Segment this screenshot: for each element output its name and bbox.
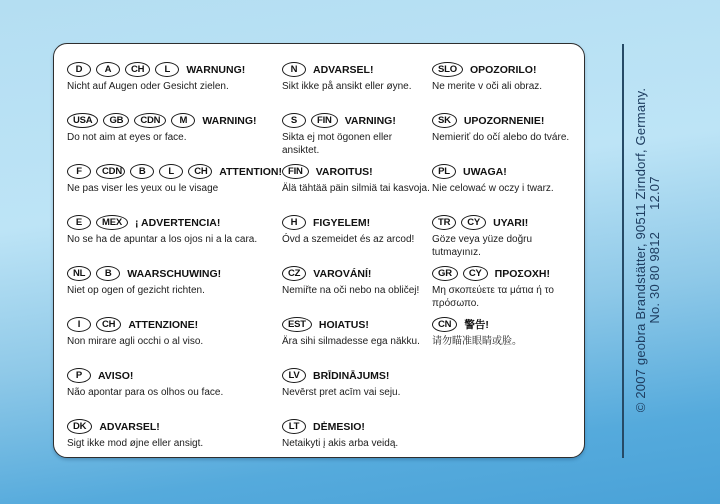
warning-column-3 <box>432 61 576 469</box>
warning-text: Nevērst pret acīm vai seju. <box>282 387 401 398</box>
warning-block <box>282 214 432 265</box>
warning-title: ΠΡΟΣΟΧΗ! <box>494 267 550 280</box>
warning-heading <box>67 61 282 78</box>
warning-block <box>67 163 282 214</box>
warning-column-1 <box>67 61 282 469</box>
country-code-badge: NL <box>67 266 91 281</box>
warning-heading <box>282 418 432 435</box>
country-code-badge: S <box>282 113 306 128</box>
warning-text: Nie celować w oczy i twarz. <box>432 183 554 194</box>
warning-title: AVISO! <box>98 369 134 382</box>
warning-title: ¡ ADVERTENCIA! <box>135 216 221 229</box>
warning-title: VAROVÁNÍ! <box>313 267 372 280</box>
warning-text: Ne pas viser les yeux ou le visage <box>67 183 219 194</box>
warning-text: Nicht auf Augen oder Gesicht zielen. <box>67 81 229 92</box>
country-code-badge: CY <box>463 266 488 281</box>
warning-title: WARNUNG! <box>186 63 246 76</box>
warning-text: Nemiřte na oči nebo na obličej! <box>282 285 420 296</box>
warning-block <box>432 112 576 163</box>
country-code-badge: E <box>67 215 91 230</box>
country-code-badge: B <box>96 266 120 281</box>
country-code-badge: DK <box>67 419 92 434</box>
warning-title: 警告! <box>464 319 489 331</box>
warning-block <box>67 265 282 316</box>
vertical-divider-line <box>622 44 624 458</box>
country-code-badge: CZ <box>282 266 306 281</box>
warning-heading <box>282 214 432 231</box>
country-code-badge: D <box>67 62 91 77</box>
warning-text: Nemieriť do očí alebo do tváre. <box>432 132 570 143</box>
warning-heading <box>432 265 576 282</box>
warning-block <box>432 214 576 265</box>
warning-block <box>67 367 282 418</box>
copyright-vertical-text <box>634 88 662 412</box>
warning-block <box>282 61 432 112</box>
warning-block <box>67 316 282 367</box>
country-code-badge: L <box>159 164 183 179</box>
warning-heading <box>432 316 576 333</box>
warning-heading <box>67 265 282 282</box>
warning-heading <box>432 61 576 78</box>
warning-title: UWAGA! <box>463 165 507 178</box>
country-code-badge: PL <box>432 164 456 179</box>
warning-text: Netaikyti į akis arba veidą. <box>282 438 399 449</box>
country-code-badge: CH <box>96 317 121 332</box>
warning-heading <box>282 367 432 384</box>
country-code-badge: L <box>155 62 179 77</box>
country-code-badge: I <box>67 317 91 332</box>
warning-title: ATTENTION! <box>219 165 282 178</box>
warning-title: WARNING! <box>202 114 257 127</box>
warning-column-2 <box>282 61 432 469</box>
warning-heading <box>282 61 432 78</box>
country-code-badge: GB <box>103 113 129 128</box>
country-code-badge: N <box>282 62 306 77</box>
warning-text: Μη σκοπεύετε τα μάτια ή το πρόσωπο. <box>432 285 554 309</box>
warning-text: Älä tähtää päin silmiä tai kasvoja. <box>282 183 430 194</box>
warning-text: Não apontar para os olhos ou face. <box>67 387 224 398</box>
country-code-badge: GR <box>432 266 458 281</box>
warning-heading <box>282 112 432 129</box>
warning-block <box>282 367 432 418</box>
country-code-badge: P <box>67 368 91 383</box>
country-code-badge: CDN <box>134 113 166 128</box>
warning-heading <box>432 214 576 231</box>
country-code-badge: F <box>67 164 91 179</box>
date-code: 12.07 <box>647 176 662 210</box>
warning-block <box>67 112 282 163</box>
warning-text: Sikta ej mot ögonen eller ansiktet. <box>282 132 393 156</box>
warning-text: Sigt ikke mod øjne eller ansigt. <box>67 438 204 449</box>
copyright-line-2 <box>648 88 662 412</box>
country-code-badge: SLO <box>432 62 463 77</box>
warning-title: ATTENZIONE! <box>128 318 199 331</box>
warning-block <box>282 316 432 367</box>
warning-title: BRĪDINĀJUMS! <box>313 369 390 382</box>
country-code-badge: CY <box>461 215 486 230</box>
copyright-line-1: © 2007 geobra Brandstätter, 90511 Zirndorf, Germany. <box>633 87 648 413</box>
warning-title: DĖMESIO! <box>313 420 365 433</box>
country-code-badge: CH <box>188 164 212 179</box>
country-code-badge: CDN <box>96 164 125 179</box>
item-number: No. 30 80 9812 <box>647 231 662 324</box>
country-code-badge: CH <box>125 62 150 77</box>
warning-title: ADVARSEL! <box>99 420 160 433</box>
warning-text: Non mirare agli occhi o al viso. <box>67 336 204 347</box>
country-code-badge: CN <box>432 317 457 332</box>
warning-title: UYARI! <box>493 216 529 229</box>
warning-block <box>67 418 282 469</box>
warning-text: Göze veya yüze doğru tutmayınız. <box>432 234 533 258</box>
warning-heading <box>67 112 282 129</box>
warning-text: No se ha de apuntar a los ojos ni a la cara. <box>67 234 258 245</box>
warning-heading <box>67 418 282 435</box>
warning-heading <box>67 214 282 231</box>
warning-title: HOIATUS! <box>318 318 369 331</box>
country-code-badge: LT <box>282 419 306 434</box>
warning-block <box>282 265 432 316</box>
warning-heading <box>432 163 576 180</box>
warning-label-card <box>53 43 585 458</box>
warning-text: Óvd a szemeidet és az arcod! <box>282 234 415 245</box>
warning-block <box>67 214 282 265</box>
country-code-badge: LV <box>282 368 306 383</box>
country-code-badge: MEX <box>96 215 128 230</box>
country-code-badge: H <box>282 215 306 230</box>
warning-text: Ära sihi silmadesse ega näkku. <box>282 336 420 347</box>
warning-title: OPOZORILO! <box>469 63 537 76</box>
warning-title: WAARSCHUWING! <box>127 267 222 280</box>
warning-text: Sikt ikke på ansikt eller øyne. <box>282 81 412 92</box>
warning-block <box>282 163 432 214</box>
warning-title: FIGYELEM! <box>313 216 371 229</box>
warning-heading <box>282 163 432 180</box>
warning-title: ADVARSEL! <box>313 63 374 76</box>
country-code-badge: SK <box>432 113 457 128</box>
warning-text: 请勿瞄准眼睛或脸。 <box>432 336 522 347</box>
country-code-badge: B <box>130 164 154 179</box>
warning-text: Do not aim at eyes or face. <box>67 132 187 143</box>
country-code-badge: USA <box>67 113 98 128</box>
warning-block <box>432 163 576 214</box>
warning-text: Niet op ogen of gezicht richten. <box>67 285 205 296</box>
country-code-badge: TR <box>432 215 456 230</box>
warning-block <box>282 418 432 469</box>
warning-title: VAROITUS! <box>315 165 373 178</box>
country-code-badge: M <box>171 113 195 128</box>
country-code-badge: FIN <box>311 113 338 128</box>
warning-heading <box>67 163 282 180</box>
warning-block <box>67 61 282 112</box>
warning-block <box>282 112 432 163</box>
warning-heading <box>432 112 576 129</box>
country-code-badge: EST <box>282 317 312 332</box>
warning-title: VARNING! <box>344 114 396 127</box>
warning-heading <box>282 265 432 282</box>
warning-block <box>432 265 576 316</box>
warning-block <box>432 316 576 367</box>
country-code-badge: A <box>96 62 120 77</box>
warning-block <box>432 61 576 112</box>
country-code-badge: FIN <box>282 164 309 179</box>
warning-title: UPOZORNENIE! <box>463 114 545 127</box>
warning-heading <box>67 367 282 384</box>
warning-heading <box>282 316 432 333</box>
warning-heading <box>67 316 282 333</box>
warning-text: Ne merite v oči ali obraz. <box>432 81 543 92</box>
